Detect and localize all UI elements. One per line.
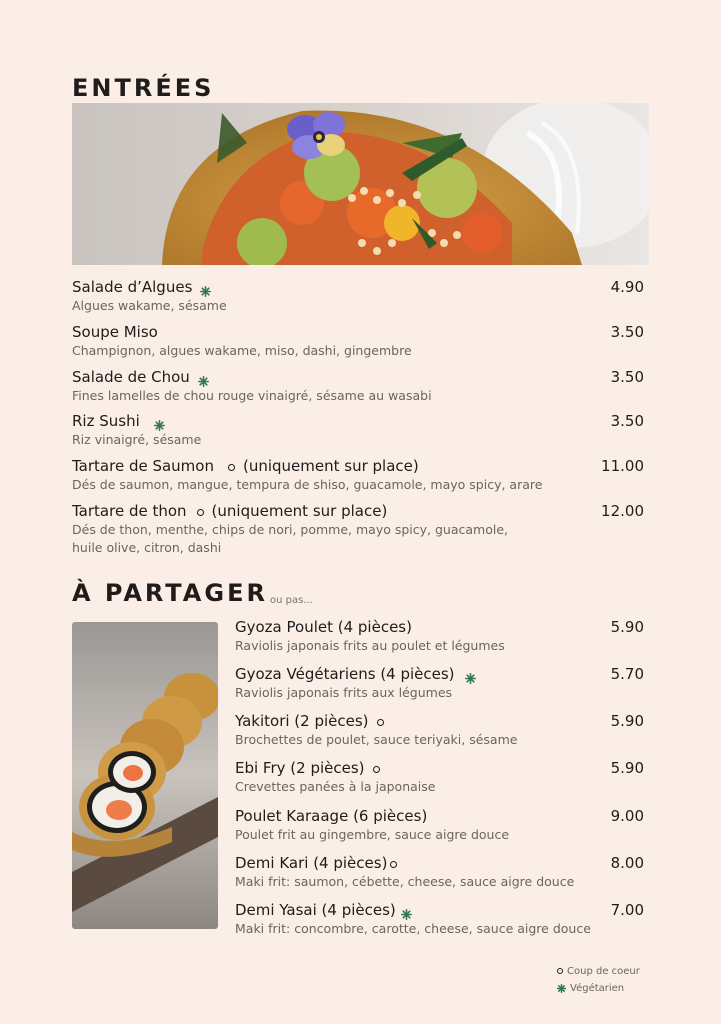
vegetarian-icon: [154, 417, 165, 428]
item-note: (uniquement sur place): [211, 502, 388, 520]
item-price: 3.50: [610, 323, 644, 341]
item-description: Raviolis japonais frits aux légumes: [235, 685, 453, 700]
partager-subtitle: ou pas...: [270, 595, 313, 606]
item-price: 8.00: [610, 854, 644, 872]
menu-item: [235, 618, 644, 655]
menu-item: [72, 457, 644, 494]
item-price: 4.90: [610, 278, 644, 296]
item-price: 3.50: [610, 368, 644, 386]
menu-item: [72, 412, 644, 449]
item-description: Maki frit: concombre, carotte, cheese, sauce aigre douce: [235, 921, 591, 936]
item-description: Fines lamelles de chou rouge vinaigré, sésame au wasabi: [72, 388, 432, 403]
item-price: 3.50: [610, 412, 644, 430]
item-name: Tartare de thon: [72, 502, 187, 520]
menu-item: [235, 665, 644, 702]
item-name: Riz Sushi: [72, 412, 140, 430]
legend-label: Coup de coeur: [567, 966, 640, 977]
item-name: Poulet Karaage (6 pièces): [235, 807, 428, 825]
item-description: Raviolis japonais frits au poulet et légumes: [235, 638, 505, 653]
item-note: (uniquement sur place): [242, 457, 419, 475]
item-name: Salade d’Algues: [72, 278, 193, 296]
circle-icon: [228, 464, 235, 471]
menu-item: [235, 854, 644, 891]
vegetarian-icon: [557, 984, 566, 993]
legend-vegetarien: [557, 983, 624, 994]
menu-item: [72, 278, 644, 315]
item-name: Demi Kari (4 pièces): [235, 854, 388, 872]
item-name: Tartare de Saumon: [72, 457, 214, 475]
item-description: Maki frit: saumon, cébette, cheese, sauce aigre douce: [235, 874, 575, 889]
item-price: 9.00: [610, 807, 644, 825]
menu-item: [72, 323, 644, 360]
menu-item: [235, 901, 644, 938]
menu-item: [235, 759, 644, 796]
item-name: Gyoza Poulet (4 pièces): [235, 618, 412, 636]
vegetarian-icon: [198, 373, 209, 384]
item-name: Demi Yasai (4 pièces): [235, 901, 396, 919]
item-description: Crevettes panées à la japonaise: [235, 779, 436, 794]
item-name: Ebi Fry (2 pièces): [235, 759, 365, 777]
circle-icon: [557, 968, 563, 974]
vegetarian-icon: [200, 283, 211, 294]
fried-maki-photo: [72, 622, 218, 929]
item-name: Soupe Miso: [72, 323, 158, 341]
item-price: 7.00: [610, 901, 644, 919]
item-price: 5.90: [610, 712, 644, 730]
circle-icon: [377, 719, 384, 726]
vegetarian-icon: [465, 670, 476, 681]
item-name: Salade de Chou: [72, 368, 190, 386]
item-name: Yakitori (2 pièces): [235, 712, 369, 730]
item-price: 5.70: [610, 665, 644, 683]
item-description: Riz vinaigré, sésame: [72, 432, 202, 447]
item-description: Dés de saumon, mangue, tempura de shiso, guacamole, mayo spicy, arare: [72, 477, 543, 492]
vegetarian-icon: [401, 906, 412, 917]
entrees-title: ENTRÉES: [72, 74, 215, 102]
menu-item: [235, 807, 644, 844]
item-price: 5.90: [610, 618, 644, 636]
legend-label: Végétarien: [570, 983, 625, 994]
item-description: Algues wakame, sésame: [72, 298, 227, 313]
partager-title: À PARTAGER: [72, 579, 268, 607]
item-description: Champignon, algues wakame, miso, dashi, gingembre: [72, 343, 412, 358]
item-name: Gyoza Végétariens (4 pièces): [235, 665, 455, 683]
menu-item: [72, 368, 644, 405]
menu-item: [72, 502, 644, 557]
item-price: 5.90: [610, 759, 644, 777]
menu-item: [235, 712, 644, 749]
legend-coup-de-coeur: [557, 966, 640, 977]
item-description: Poulet frit au gingembre, sauce aigre douce: [235, 827, 510, 842]
item-price: 12.00: [601, 502, 644, 520]
circle-icon: [373, 766, 380, 773]
circle-icon: [197, 509, 204, 516]
circle-icon: [390, 861, 397, 868]
salmon-tartare-photo: [72, 103, 649, 265]
item-price: 11.00: [601, 457, 644, 475]
item-description: Brochettes de poulet, sauce teriyaki, sésame: [235, 732, 518, 747]
item-description: Dés de thon, menthe, chips de nori, pomme, mayo spicy, guacamole, huile olive, citron, dashi: [72, 522, 508, 555]
